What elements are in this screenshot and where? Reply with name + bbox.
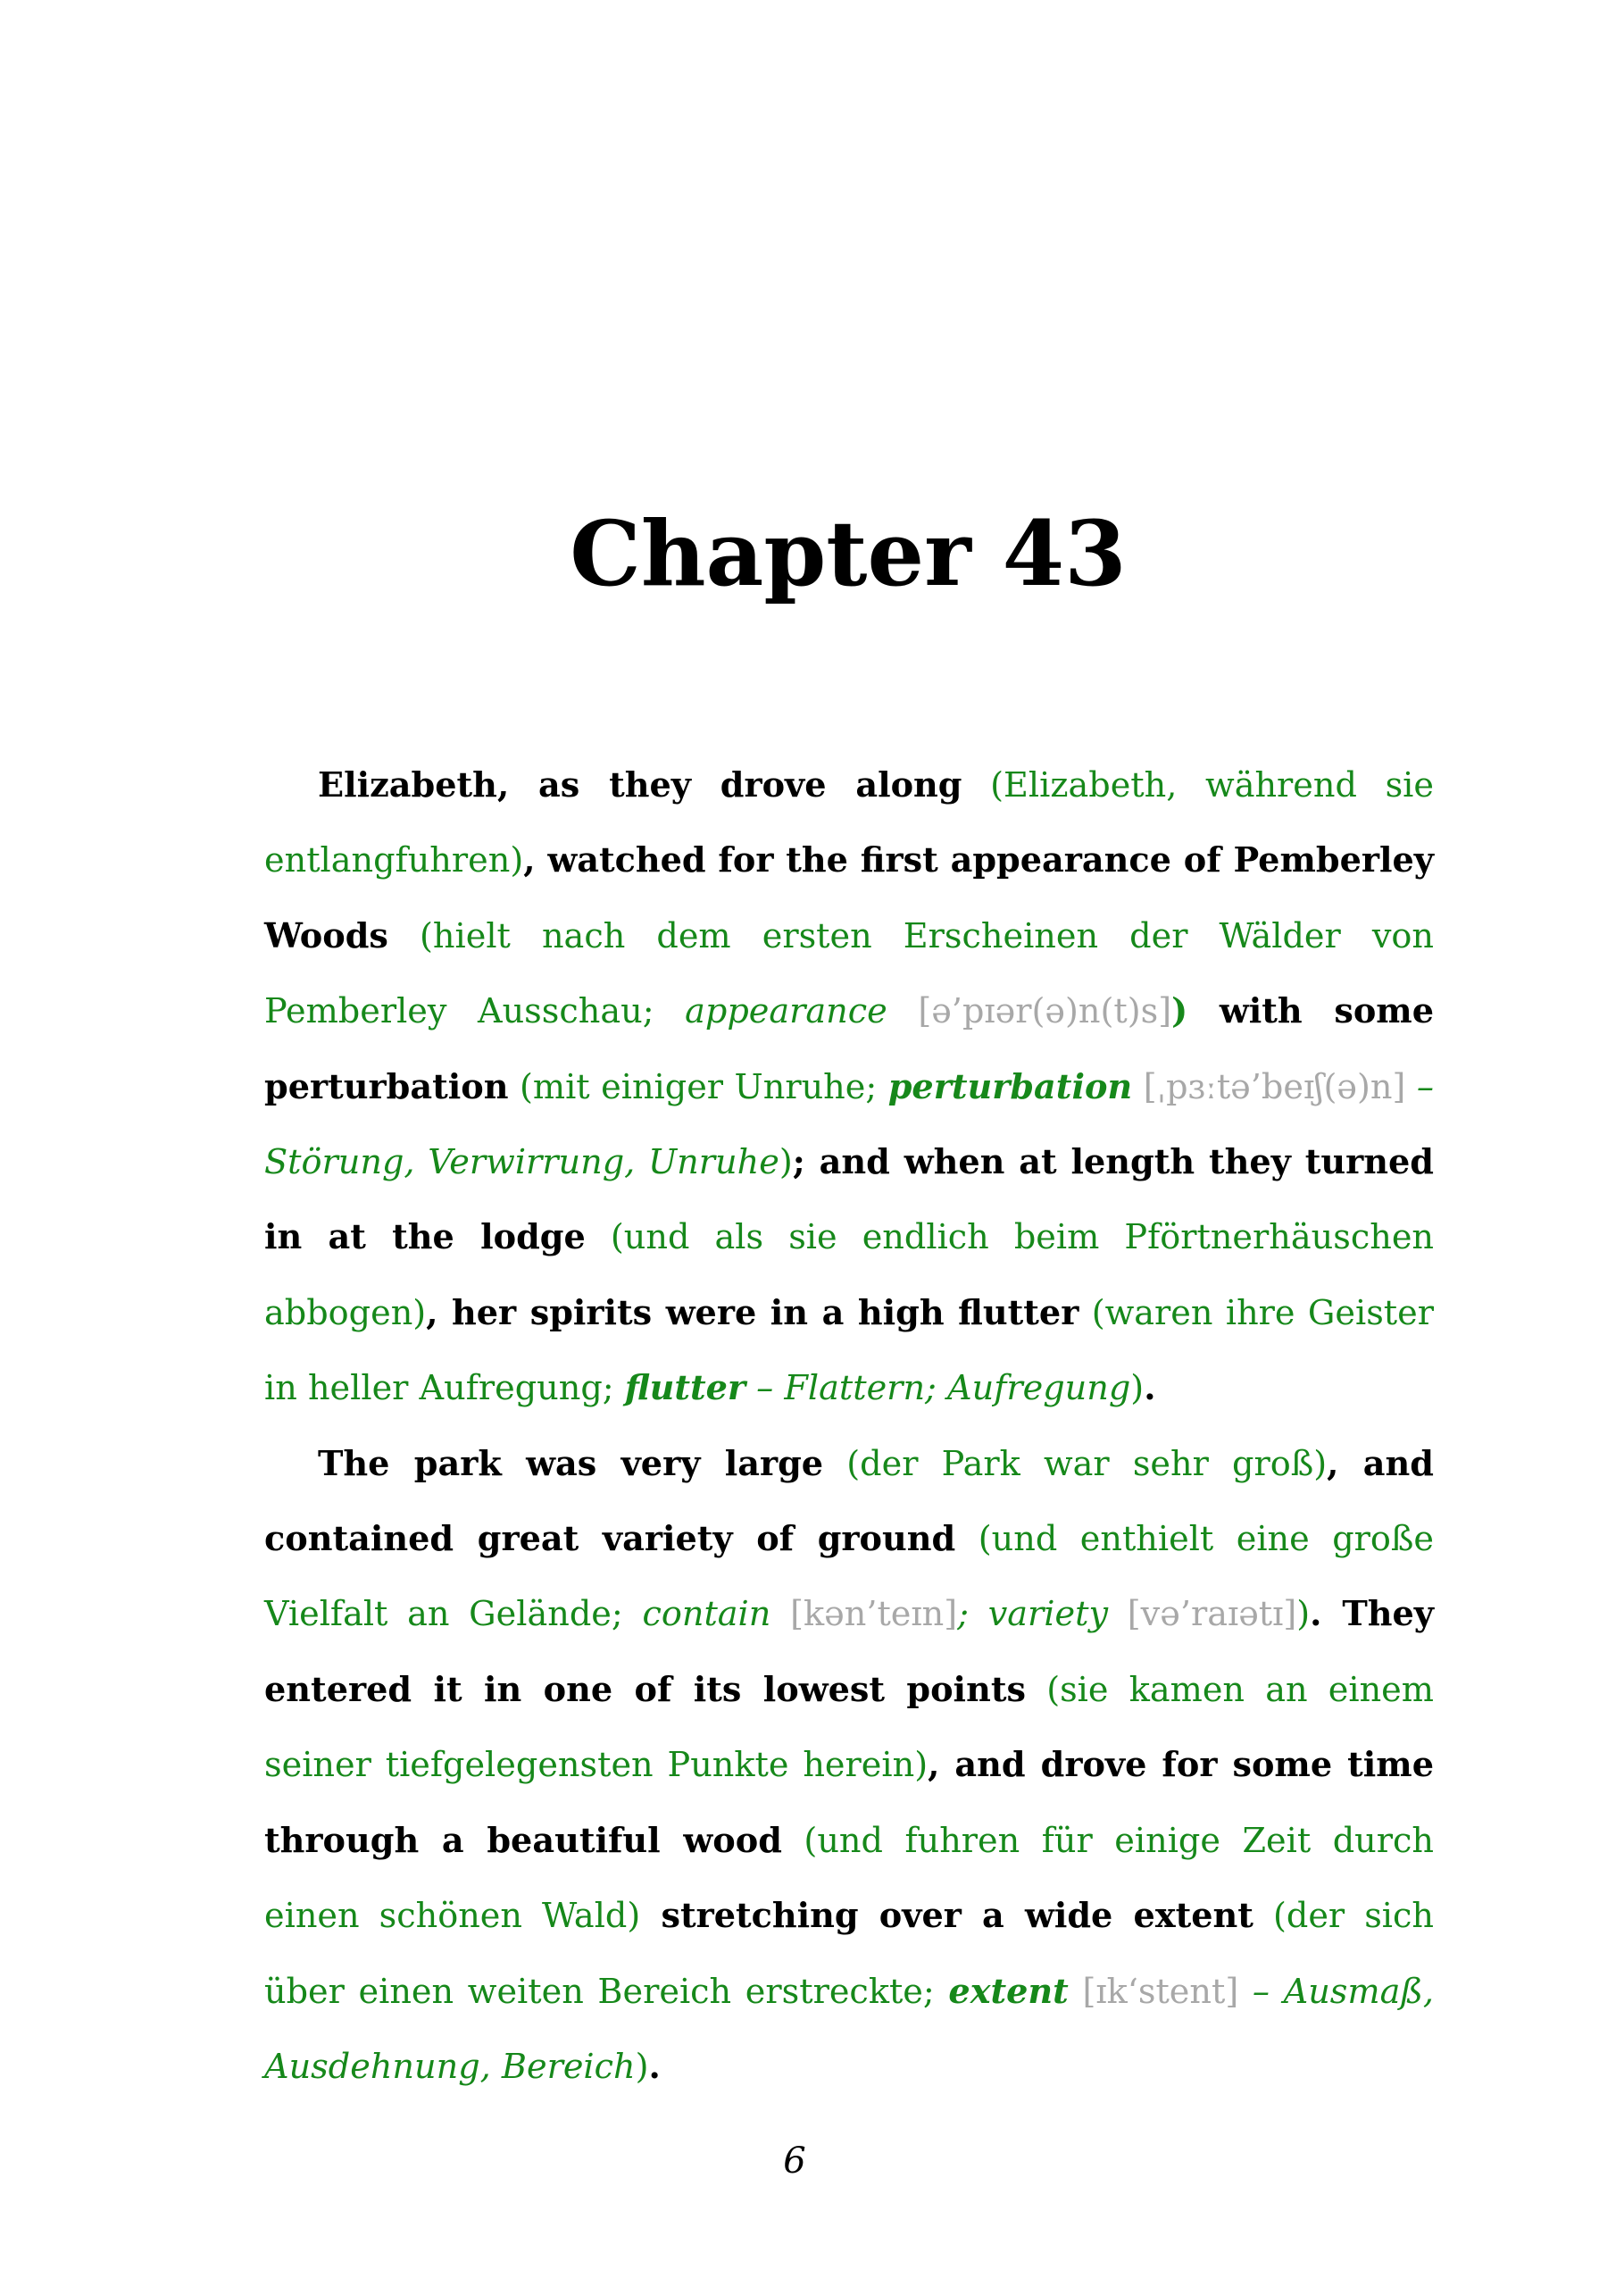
paragraph	[264, 1427, 1434, 2106]
english-text: .	[648, 2046, 661, 2087]
german-translation: (mit einiger Unruhe;	[519, 1067, 888, 1107]
english-text: , her spirits were in a high flutter	[426, 1292, 1079, 1333]
paragraph	[264, 748, 1434, 1427]
english-text: Elizabeth, as they drove along	[318, 765, 962, 805]
german-translation-italic: – Ausmaß, Ausdehnung, Bereich	[264, 1972, 1435, 2087]
german-translation-italic: – Störung, Verwirrung, Unruhe	[264, 1067, 1435, 1183]
english-text: , watched for the first appearance of Pemberley Woods	[264, 840, 1434, 956]
german-translation: (der Park war sehr groß)	[846, 1444, 1328, 1484]
german-translation: (und als sie endlich beim Pförtnerhäuschen abbogen)	[264, 1218, 1435, 1333]
english-text: with some perturbation	[264, 991, 1435, 1107]
ipa-pronunciation: [ˌpɜːtə’beɪʃ(ə)n]	[1143, 1067, 1406, 1107]
german-translation-italic: – Flattern; Aufregung	[745, 1369, 1131, 1409]
english-text: , and contained great variety of ground	[264, 1443, 1434, 1560]
vocab-headword: perturbation	[887, 1066, 1133, 1107]
german-translation: )	[1171, 991, 1188, 1032]
english-text: stretching over a wide extent	[640, 1896, 1253, 1937]
body-text	[264, 748, 1434, 2105]
german-translation-italic: appearance	[685, 992, 887, 1032]
english-text: . They entered it in one of its lowest points	[264, 1594, 1434, 1710]
vocab-headword: flutter	[624, 1368, 746, 1409]
german-translation: (und enthielt eine große Vielfalt an Gelände;	[264, 1520, 1435, 1635]
german-translation: (der sich über einen weiten Bereich erstreckte;	[264, 1897, 1434, 2012]
english-text: , and drove for some time through a beautiful wood	[264, 1745, 1434, 1861]
english-text: The park was very large	[318, 1443, 824, 1484]
english-text: ; and when at length they turned in at the lodge	[264, 1142, 1434, 1258]
ipa-pronunciation: [ə’pɪər(ə)n(t)s]	[918, 992, 1172, 1032]
german-translation: (Elizabeth, während sie entlangfuhren)	[264, 766, 1434, 881]
german-translation: (und fuhren für einige Zeit durch einen schönen Wald)	[264, 1821, 1434, 1937]
vocab-headword: extent	[948, 1971, 1069, 2012]
german-translation-italic: ; variety	[957, 1595, 1109, 1635]
german-translation: )	[779, 1143, 793, 1183]
german-translation-italic: contain	[642, 1595, 771, 1635]
german-translation: (hielt nach dem ersten Erscheinen der Wälder von Pemberley Ausschau;	[264, 916, 1435, 1032]
german-translation: (sie kamen an einem seiner tiefgelegensten Punkte herein)	[264, 1670, 1434, 1786]
ipa-pronunciation: [ɪk‘stent]	[1082, 1972, 1239, 2012]
chapter-title: Chapter 43	[570, 501, 1127, 606]
ipa-pronunciation: [kən’teɪn]	[790, 1595, 958, 1635]
german-translation: )	[635, 2047, 649, 2087]
german-translation: )	[1296, 1595, 1311, 1635]
german-translation: )	[1130, 1369, 1145, 1409]
german-translation: (waren ihre Geister in heller Aufregung;	[264, 1293, 1435, 1409]
ipa-pronunciation: [və’raɪətɪ]	[1127, 1595, 1297, 1635]
page-number: 6	[783, 2140, 806, 2182]
english-text: .	[1144, 1368, 1156, 1409]
